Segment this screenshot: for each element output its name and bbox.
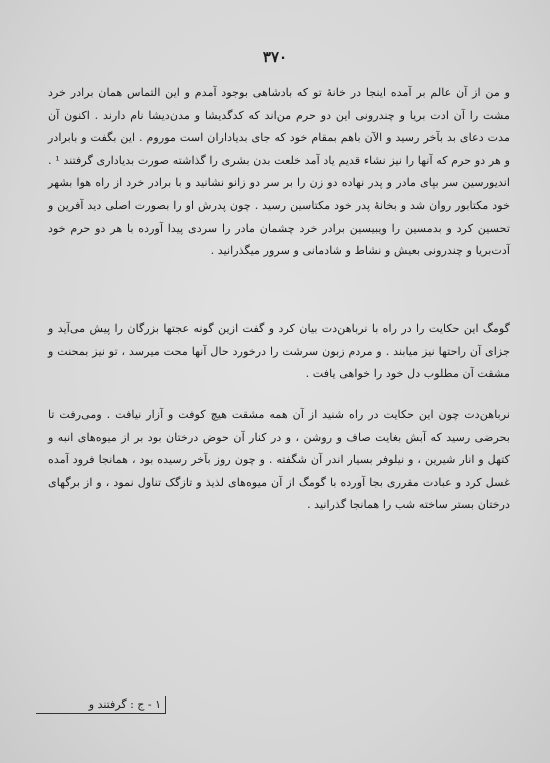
paragraph-text: نرباهن‌دت چون این حکایت در راه شنید از آن همه مشقت هیچ کوفت و آزار نیافت . ومی‌رفت تا بحرضی رسید که آبش بغایت صاف و روشن ، و در کنار آن حوض درختان بود بر از میوه‌های انبه و کتهل و انار شیرین ، و نیلوفر بسیار اندر آن شگفته . و چون روز بآخر رسیده بود ، همانجا فرود آمده غسل کرد و عبادت مقرری بجا آورده با گومگ از آن میوه‌های لذیذ و تازگک تناول نمود ، و از برگهای درختان بستر ساخته شب را همانجا گذرانید . <box>48 408 510 512</box>
footnote: ۱ - ج : گرفتند و <box>36 696 166 714</box>
paragraph-1 <box>48 82 510 263</box>
paragraph-2 <box>48 318 510 386</box>
paragraph-text: گومگ این حکایت را در راه با نرباهن‌دت بیان کرد و گفت ازین گونه عجتها بزرگان را پیش می‌آید و جزای آن راحتها نیز میابند . و مردم زبون سرشت را درخورد حال آنها محت میرسد ، تو نیز بمحنت و مشقت آن مطلوب دل خود را خواهی یافت . <box>48 322 510 381</box>
paragraph-3 <box>48 404 510 517</box>
page-number: ۳۷۰ <box>262 48 288 66</box>
paragraph-text: و من از آن عالم بر آمده اینجا در خانهٔ تو که بادشاهی بوجود آمدم و این التماس همان برادر خرد مشت را آن ادت بریا و چندرونی این دو حرم من‌اند که کدگدیشا و مدن‌دیشا نام دارند . اکنون آن مدت دعای بد بآخر رسید و الآن باهم بمقام خود که جای بدیاداران است موروم . این بگفت و بابرادر و هر دو حرم که آنها را نیز نشاء قدیم یاد آمد خلعت بدن بشری را گذاشته صورت بدیاداری گرفتند ¹ . اندیورسین سر بپای مادر و پدر نهاده دو زن را بر سر دو زانو نشانید و با برادر خرد از راه هوا بشهر خود مکتابور روان شد و بخانهٔ پدر خود مکتاسین رسید . چون پدرش او را بصورت اصلی دید آفرین و تحسین کرد و بدمسین را ویبیسین برادر خرد چشمان مادر را سردی پیدا آورده با هر دو حرم خود آدت‌بریا و چندرونی بعیش و نشاط و شادمانی و سرور میگذرانید . <box>48 86 510 258</box>
